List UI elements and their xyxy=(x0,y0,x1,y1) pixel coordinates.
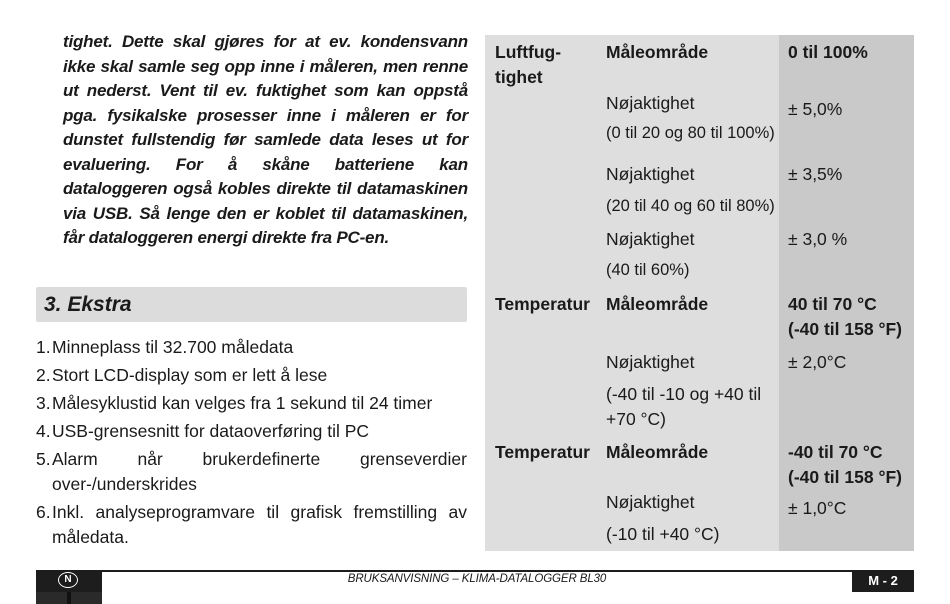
footer-rule xyxy=(102,570,852,572)
temperature-acc-condition: (-40 til -10 og +40 til +70 °C) xyxy=(606,384,762,429)
humidity-acc2-value: ± 3,5% xyxy=(788,164,843,184)
page-number: M - 2 xyxy=(852,570,914,592)
bottom-strip xyxy=(36,592,102,604)
list-item: 2. Stort LCD-display som er lett å lese xyxy=(36,365,328,385)
spec-table xyxy=(485,35,914,551)
param-temperature: Temperatur xyxy=(495,442,590,462)
page-footer xyxy=(36,570,914,592)
section-heading: 3. Ekstra xyxy=(36,287,467,322)
accuracy-label: Nøjaktighet xyxy=(606,164,695,184)
range-label: Måleområde xyxy=(606,442,709,462)
list-item: 1. Minneplass til 32.700 måledata xyxy=(36,337,294,357)
humidity-acc1-value: ± 5,0% xyxy=(788,99,843,119)
temperature-acc-condition: (-10 til +40 °C) xyxy=(606,524,720,544)
humidity-acc3-value: ± 3,0 % xyxy=(788,229,848,249)
range-label: Måleområde xyxy=(606,42,709,62)
humidity-acc2-condition: (20 til 40 og 60 til 80%) xyxy=(606,197,775,215)
humidity-range-value: 0 til 100% xyxy=(788,42,868,62)
accuracy-label: Nøjaktighet xyxy=(606,352,695,372)
accuracy-label: Nøjaktighet xyxy=(606,492,695,512)
list-item: 5. Alarm når brukerdefinerte grenseverdier over-/underskrides xyxy=(36,449,467,494)
temperature-acc-value: ± 2,0°C xyxy=(788,352,847,372)
feature-list xyxy=(36,335,467,553)
param-humidity: Luftfug- tighet xyxy=(495,42,562,87)
humidity-acc1-condition: (0 til 20 og 80 til 100%) xyxy=(606,124,775,142)
accuracy-label: Nøjaktighet xyxy=(606,229,695,249)
language-badge: N xyxy=(58,572,78,588)
bottom-strip-bar xyxy=(67,592,71,604)
list-item: 3. Målesyklustid kan velges fra 1 sekund til 24 timer xyxy=(36,393,433,413)
accuracy-label: Nøjaktighet xyxy=(606,93,695,113)
temperature-acc-value: ± 1,0°C xyxy=(788,498,847,518)
temperature-range-value: 40 til 70 °C (-40 til 158 °F) xyxy=(788,294,902,339)
param-temperature: Temperatur xyxy=(495,294,590,314)
footer-lead-block xyxy=(36,570,102,592)
humidity-acc3-condition: (40 til 60%) xyxy=(606,261,690,279)
range-label: Måleområde xyxy=(606,294,709,314)
list-item: 6. Inkl. analyseprogramvare til grafisk fremstilling av måledata. xyxy=(36,502,467,547)
intro-paragraph: tighet. Dette skal gjøres for at ev. kondensvann ikke skal samle seg opp inne i måleren, men renne ut nederst. Vent til ev. fuktighet som kan oppstå pga. fysikalske prosesser inne i måleren er for dunstet fullstendig før samlede data leses ut for evaluering. For å skåne batteriene kan dataloggeren også kobles direkte til datamaskinen via USB. Så lenge den er koblet til datamaskinen, får dataloggeren energi direkte fra PC-en. xyxy=(63,32,468,247)
list-item: 4. USB-grensesnitt for dataoverføring til PC xyxy=(36,421,370,441)
manual-title: BRUKSANVISNING – KLIMA-DATALOGGER BL30 xyxy=(347,573,607,585)
temperature-range-value: -40 til 70 °C (-40 til 158 °F) xyxy=(788,442,902,487)
